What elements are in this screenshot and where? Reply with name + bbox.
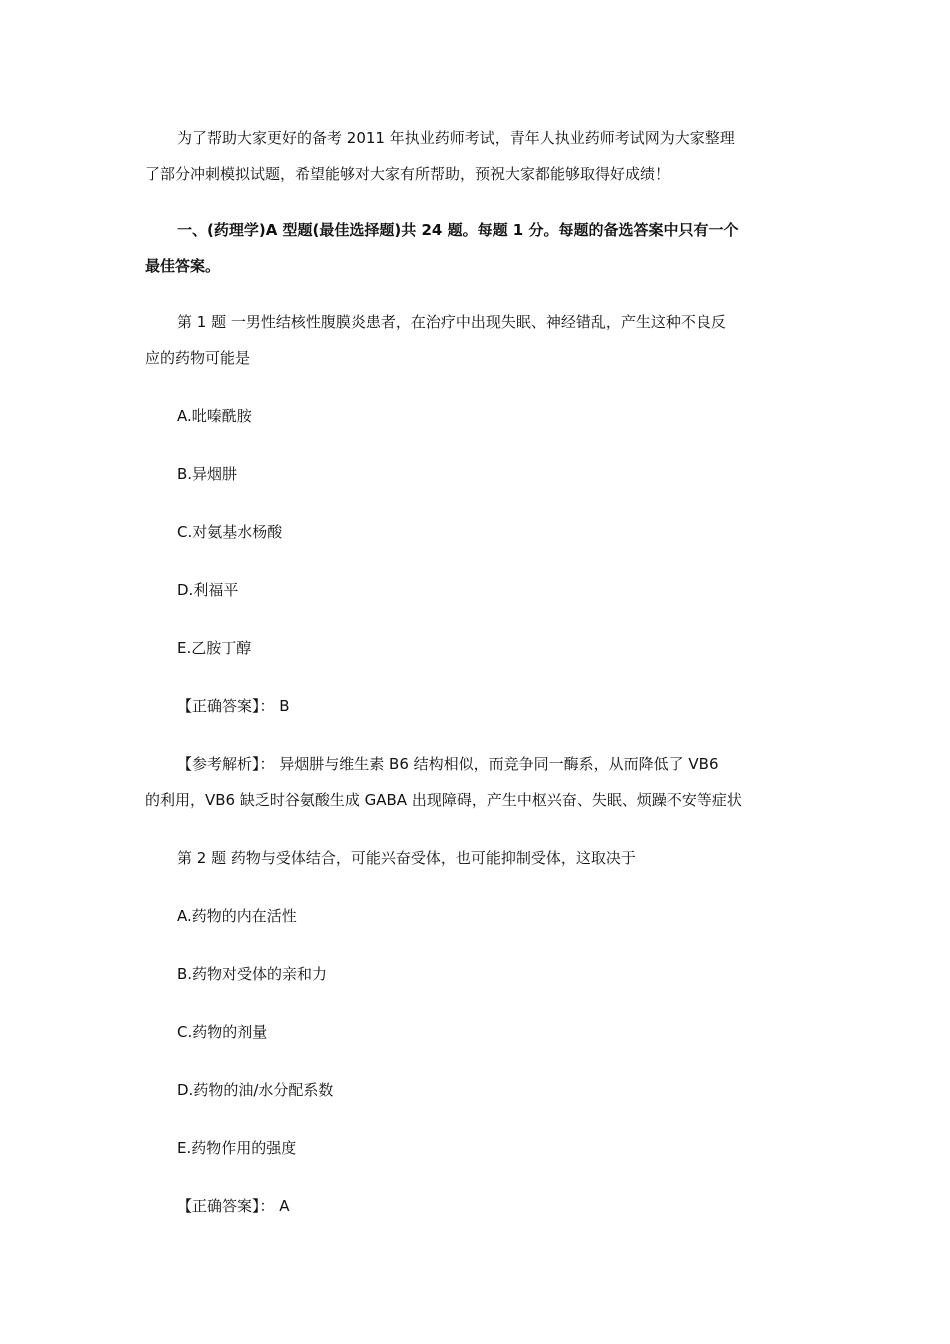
question-1-answer: 【正确答案】： B [177, 697, 290, 715]
question-1-option-b: B.异烟肼 [177, 465, 238, 483]
section-heading-line-2: 最佳答案。 [145, 257, 221, 275]
question-1-option-c: C.对氨基水杨酸 [177, 523, 283, 541]
question-2-answer: 【正确答案】： A [177, 1197, 290, 1215]
question-2-stem-line-1: 第 2 题 药物与受体结合，可能兴奋受体，也可能抑制受体，这取决于 [177, 849, 636, 867]
question-2-option-d: D.药物的油/水分配系数 [177, 1081, 334, 1099]
question-2-option-c: C.药物的剂量 [177, 1023, 268, 1041]
question-1-stem-line-2: 应的药物可能是 [145, 349, 251, 367]
question-1-analysis-line-2: 的利用，VB6 缺乏时谷氨酸生成 GABA 出现障碍，产生中枢兴奋、失眠、烦躁不安等症状 [145, 791, 742, 809]
question-1-stem-line-1: 第 1 题 一男性结核性腹膜炎患者，在治疗中出现失眠、神经错乱，产生这种不良反 [177, 313, 726, 331]
intro-line-2: 了部分冲刺模拟试题，希望能够对大家有所帮助，预祝大家都能够取得好成绩！ [145, 165, 671, 183]
question-1-analysis-line-1: 【参考解析】： 异烟肼与维生素 B6 结构相似，而竞争同一酶系，从而降低了 VB6 [177, 755, 719, 773]
question-2-option-a: A.药物的内在活性 [177, 907, 297, 925]
document-page [145, 120, 815, 1224]
question-2-option-b: B.药物对受体的亲和力 [177, 965, 328, 983]
question-1-option-e: E.乙胺丁醇 [177, 639, 252, 657]
section-heading-line-1: 一、(药理学)A 型题(最佳选择题)共 24 题。每题 1 分。每题的备选答案中只有一个 [177, 221, 739, 239]
question-1-option-d: D.利福平 [177, 581, 239, 599]
question-1-option-a: A.吡嗪酰胺 [177, 407, 252, 425]
question-2-option-e: E.药物作用的强度 [177, 1139, 297, 1157]
intro-line-1: 为了帮助大家更好的备考 2011 年执业药师考试，青年人执业药师考试网为大家整理 [177, 129, 735, 147]
